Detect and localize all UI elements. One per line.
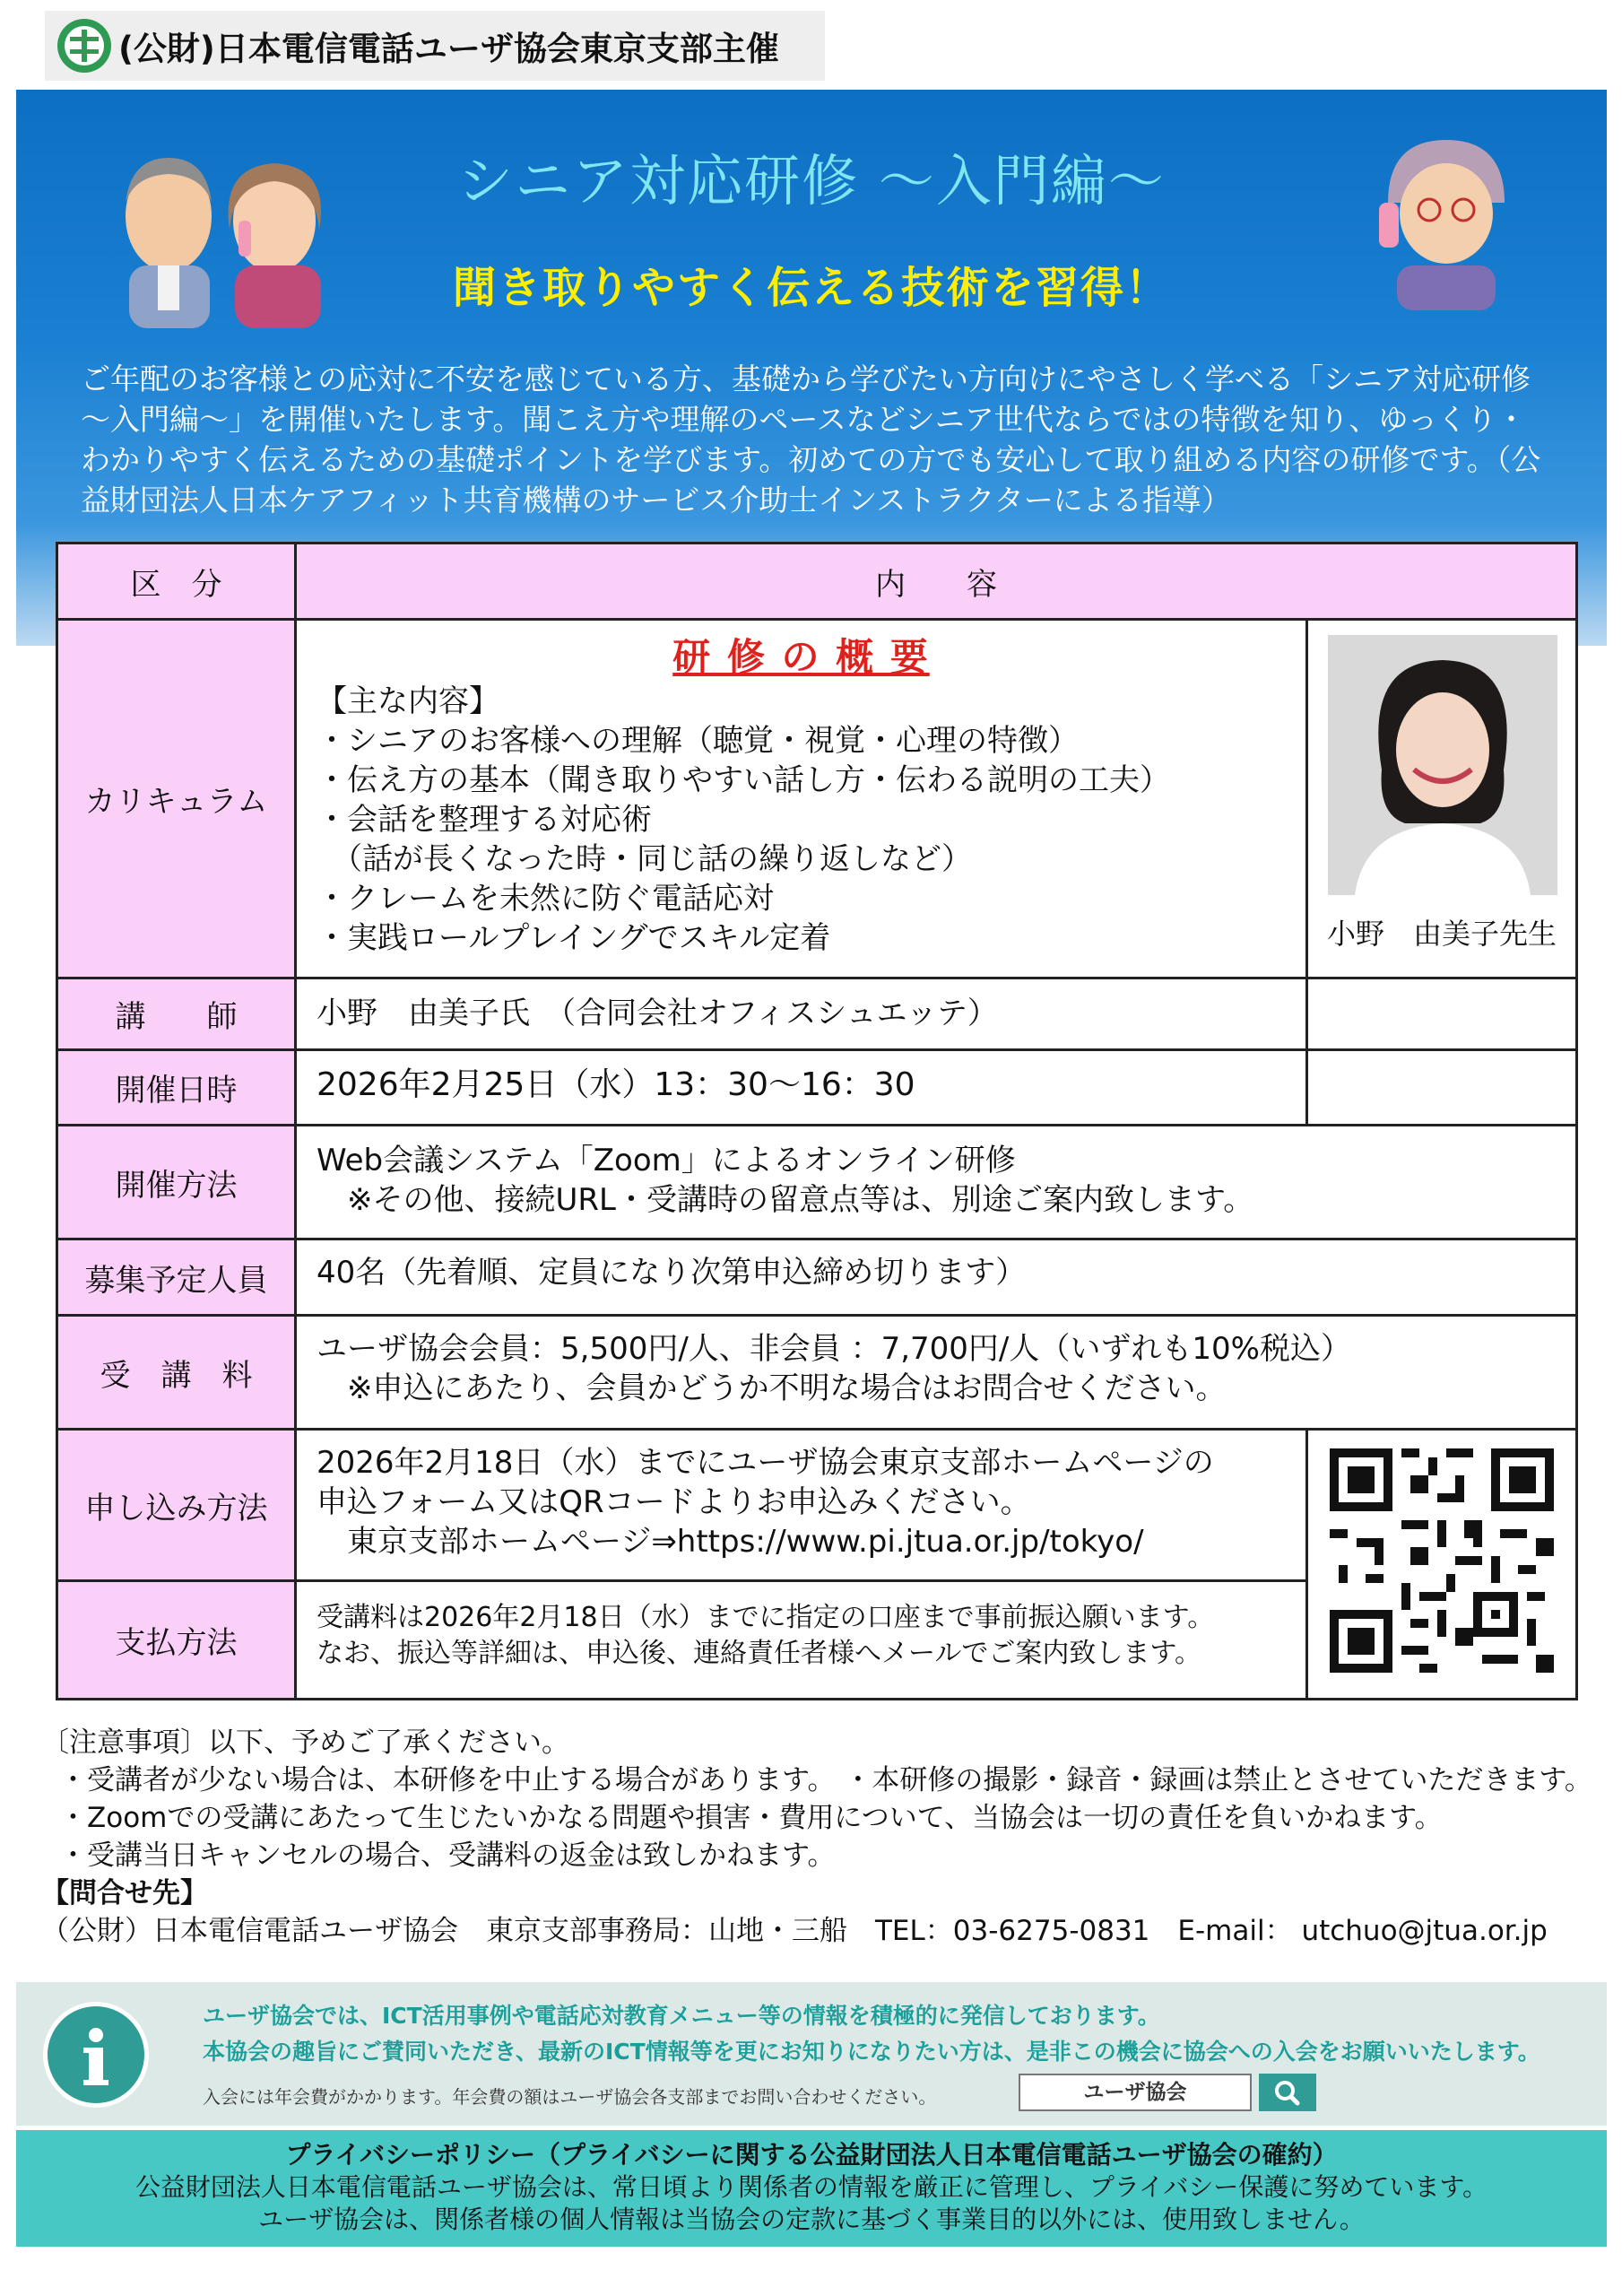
- association-logo-icon: [57, 19, 111, 73]
- payment-line: 受講料は2026年2月18日（水）までに指定の口座まで事前振込願います。: [317, 1602, 1215, 1633]
- instructor-photo: [1328, 635, 1557, 895]
- curriculum-line: （話が長くなった時・同じ話の繰り返しなど）: [317, 841, 972, 877]
- search-button[interactable]: [1259, 2074, 1316, 2111]
- privacy-policy: [16, 2130, 1607, 2247]
- info-banner: [16, 1982, 1607, 2126]
- apply-value: [297, 1431, 1308, 1579]
- contact-info: （公財）日本電信電話ユーザ協会 東京支部事務局：山地・三船 TEL：03-6275-0831 E-mail： utchuo@jtua.or.jp: [41, 1915, 1548, 1947]
- date-value: 2026年2月25日（水）13：30～16：30: [297, 1051, 1308, 1124]
- method-note: ※その他、接続URL・受講時の留意点等は、別途ご案内致します。: [317, 1182, 1254, 1218]
- curriculum-heading: 研 修 の 概 要: [672, 635, 930, 679]
- course-table: [56, 542, 1578, 1700]
- intro-text: ご年配のお客様との応対に不安を感じている方、基礎から学びたい方向けにやさしく学べる「シニア対応研修～入門編～」を開催いたします。聞こえ方や理解のペースなどシニア世代ならではの特徴を知り、ゆっくり・わかりやすく伝えるための基礎ポイントを学びます。初めての方でも安心して取り組める内容の研修です。（公益財団法人日本ケアフィット共育機構のサービス介助士インストラクターによる指導）: [81, 361, 1541, 517]
- privacy-line: 公益財団法人日本電信電話ユーザ協会は、常日頃より関係者の情報を厳正に管理し、プライバシー保護に努めています。: [134, 2172, 1488, 2202]
- info-line: 本協会の趣旨にご賛同いただき、最新のICT情報等を更にお知りになりたい方は、是非この機会に協会への入会をお願いいたします。: [203, 2039, 1540, 2065]
- method-line: Web会議システム「Zoom」によるオンライン研修: [317, 1143, 1016, 1178]
- payment-label: 支払方法: [58, 1582, 297, 1698]
- fee-line: ユーザ協会会員：5,500円/人、非会員 ：7,700円/人（いずれも10%税込）: [317, 1331, 1351, 1367]
- method-label: 開催方法: [58, 1126, 297, 1238]
- organizer-tag: [45, 11, 825, 81]
- info-icon: [43, 2002, 149, 2108]
- notes-section: [41, 1724, 1601, 1950]
- capacity-label: 募集予定人員: [58, 1240, 297, 1314]
- date-label: 開催日時: [58, 1051, 297, 1124]
- page-subtitle: 聞き取りやすく伝える技術を習得！: [452, 263, 1170, 313]
- apply-line: 申込フォーム又はQRコードよりお申込みください。: [317, 1484, 1031, 1520]
- fee-label: 受 講 料: [58, 1317, 297, 1428]
- curriculum-line: ・会話を整理する対応術: [317, 802, 652, 838]
- instructor-label: 講 師: [58, 979, 297, 1048]
- privacy-line: ユーザ協会は、関係者様の個人情報は当協会の定款に基づく事業目的以外には、使用致しません。: [258, 2205, 1365, 2234]
- curriculum-line: 【主な内容】: [317, 683, 499, 719]
- payment-value: [297, 1582, 1308, 1698]
- contact-heading: 【問合せ先】: [41, 1877, 208, 1909]
- column-header-content: 内 容: [297, 544, 1575, 618]
- note-item: ・受講当日キャンセルの場合、受講料の返金は致しかねます。: [59, 1839, 836, 1872]
- qr-code-cell: [1308, 1431, 1575, 1698]
- instructor-photo-cell: [1308, 621, 1575, 977]
- info-note: 入会には年会費がかかります。年会費の額はユーザ協会各支部までお問い合わせください。: [203, 2086, 937, 2108]
- page-title: シニア対応研修 ～入門編～: [457, 148, 1166, 213]
- curriculum-label: カリキュラム: [58, 621, 297, 977]
- column-header-category: 区 分: [58, 544, 297, 618]
- curriculum-line: ・クレームを未然に防ぐ電話応対: [317, 881, 774, 917]
- curriculum-line: ・実践ロールプレイングでスキル定着: [317, 920, 831, 956]
- capacity-value: 40名（先着順、定員になり次第申込締め切ります）: [317, 1255, 1027, 1291]
- instructor-photo-caption: 小野 由美子先生: [1326, 917, 1557, 951]
- organizer-label: (公財)日本電信電話ユーザ協会東京支部主催: [118, 30, 779, 68]
- instructor-value: 小野 由美子氏 （合同会社オフィスシュエッテ）: [297, 979, 1308, 1048]
- notes-heading: 〔注意事項〕以下、予めご了承ください。: [41, 1726, 569, 1759]
- curriculum-list: [297, 682, 1305, 958]
- apply-label: 申し込み方法: [58, 1431, 297, 1579]
- method-value: [297, 1126, 1575, 1238]
- payment-line: なお、振込等詳細は、申込後、連絡責任者様へメールでご案内致します。: [317, 1638, 1201, 1669]
- apply-line: 2026年2月18日（水）までにユーザ協会東京支部ホームページの: [317, 1445, 1214, 1481]
- info-line: ユーザ協会では、ICT活用事例や電話応対教育メニュー等の情報を積極的に発信しております。: [203, 2003, 1160, 2029]
- curriculum-line: ・シニアのお客様への理解（聴覚・視覚・心理の特徴）: [317, 723, 1079, 759]
- curriculum-line: ・伝え方の基本（聞き取りやすい話し方・伝わる説明の工夫）: [317, 762, 1170, 798]
- search-icon: [1259, 2074, 1316, 2111]
- note-item: ・受講者が少ない場合は、本研修を中止する場合があります。 ・本研修の撮影・録音・録画は禁止とさせていただきます。: [59, 1764, 1592, 1796]
- fee-value: [297, 1317, 1575, 1428]
- note-item: ・Zoomでの受講にあたって生じたいかなる問題や損害・費用について、当協会は一切の責任を負いかねます。: [59, 1802, 1443, 1834]
- privacy-title: プライバシーポリシー（プライバシーに関する公益財団法人日本電信電話ユーザ協会の確約）: [285, 2140, 1338, 2170]
- apply-url[interactable]: 東京支部ホームページ⇒https://www.pi.jtua.or.jp/tokyo/: [317, 1524, 1144, 1560]
- curriculum-content: [297, 621, 1308, 977]
- fee-note: ※申込にあたり、会員かどうか不明な場合はお問合せください。: [317, 1370, 1227, 1406]
- qr-code-icon[interactable]: [1330, 1448, 1554, 1673]
- search-input[interactable]: ユーザ協会: [1019, 2074, 1252, 2111]
